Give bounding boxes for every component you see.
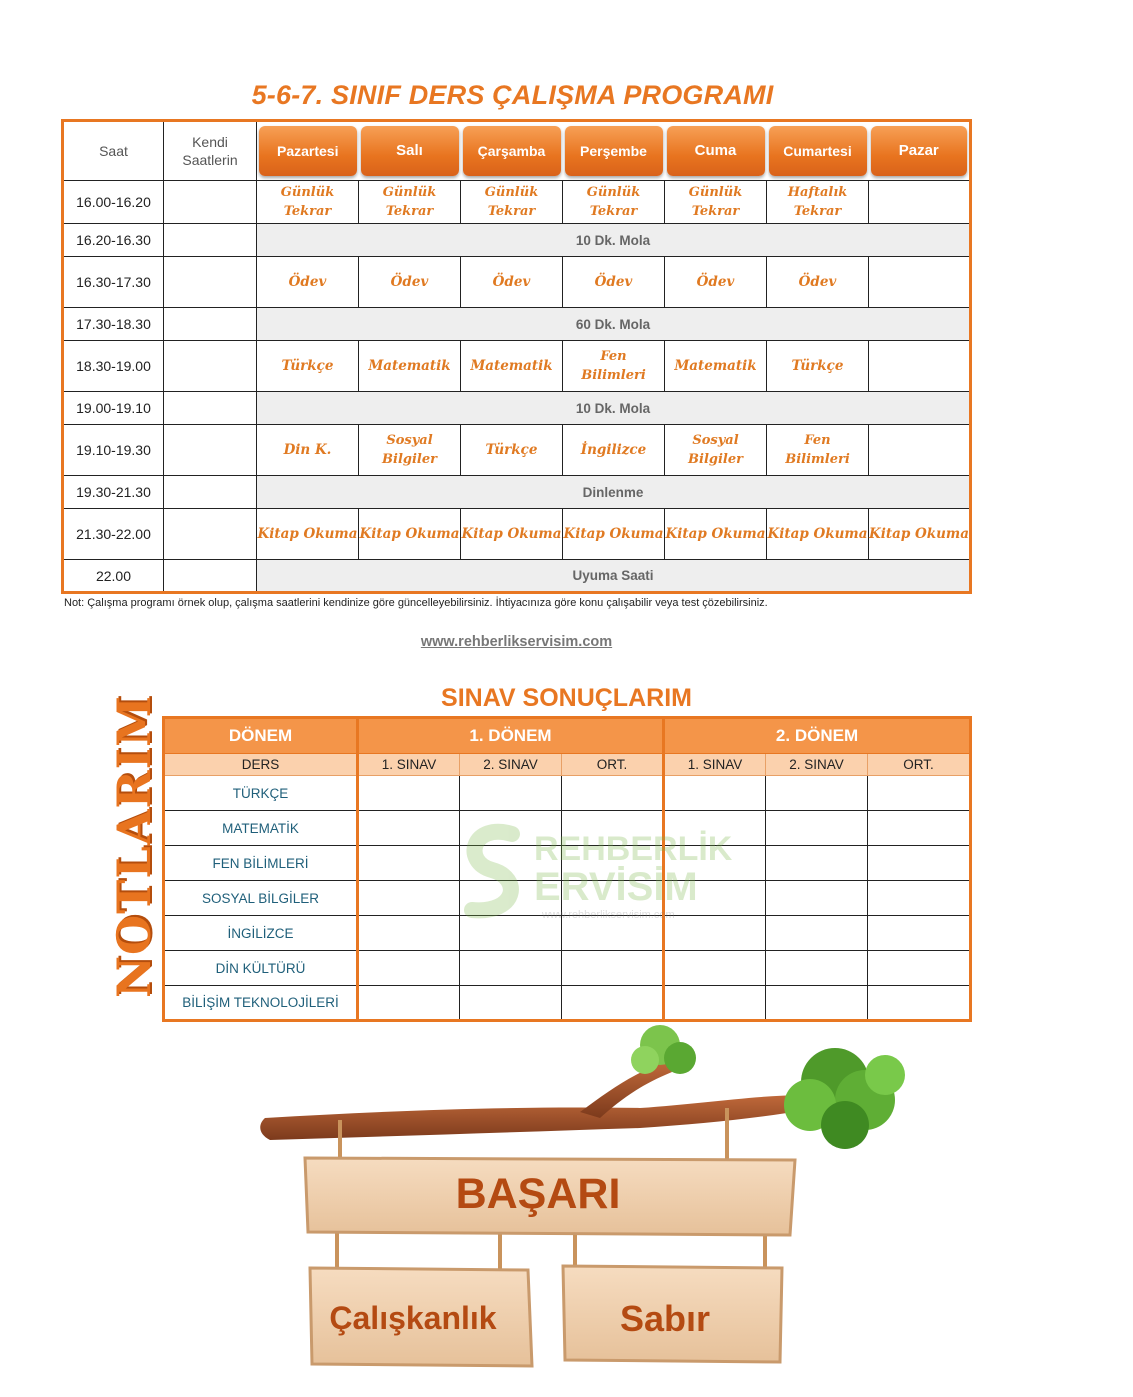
task-line: Bilimleri [581, 368, 646, 383]
exam-row [164, 776, 971, 811]
task-cell [767, 425, 869, 476]
task-line: Kitap Okuma [461, 525, 562, 542]
task-line: Din K. [283, 441, 332, 458]
task-cell [869, 425, 971, 476]
task-line: İngilizce [580, 441, 647, 458]
task-cell [359, 341, 461, 392]
col-own-hours-header [164, 121, 257, 181]
task-cell [257, 425, 359, 476]
exam-sub-header: ORT. [868, 754, 971, 776]
lesson-header: DERS [164, 754, 358, 776]
grade-cell[interactable] [766, 951, 868, 986]
subject-cell: FEN BİLİMLERİ [164, 846, 358, 881]
sign-left-text: Çalışkanlık [329, 1300, 497, 1336]
day-button[interactable]: Cuma [667, 126, 765, 176]
period-header: DÖNEM [164, 718, 358, 754]
task-line: Fen [804, 433, 831, 448]
time-cell: 19.00-19.10 [63, 392, 164, 425]
task-line: Türkçe [485, 441, 538, 458]
task-cell [869, 509, 971, 560]
grade-cell[interactable] [868, 951, 971, 986]
task-line: Kitap Okuma [869, 525, 969, 542]
task-cell [665, 425, 767, 476]
sign-right-text: Sabır [619, 1298, 711, 1339]
task-cell [767, 257, 869, 308]
task-line: Haftalık [787, 185, 848, 200]
task-cell [359, 181, 461, 224]
subject-cell: İNGİLİZCE [164, 916, 358, 951]
grade-cell[interactable] [766, 881, 868, 916]
subject-cell: SOSYAL BİLGİLER [164, 881, 358, 916]
term1-header: 1. DÖNEM [358, 718, 664, 754]
break-cell: 60 Dk. Mola [257, 308, 971, 341]
schedule-header-row [63, 121, 971, 181]
day-header [461, 121, 563, 181]
task-cell [665, 341, 767, 392]
grade-cell[interactable] [664, 776, 766, 811]
task-cell [563, 425, 665, 476]
task-cell [767, 181, 869, 224]
task-line: Bilimleri [785, 452, 850, 467]
task-cell [461, 341, 563, 392]
study-schedule-table [61, 119, 972, 594]
task-line: Ödev [390, 273, 429, 290]
task-line: Matematik [674, 357, 757, 374]
schedule-row [63, 509, 971, 560]
own-hours-cell[interactable] [164, 509, 257, 560]
watermark-s-icon [472, 832, 512, 911]
task-cell [257, 181, 359, 224]
task-cell [359, 425, 461, 476]
task-cell [563, 181, 665, 224]
watermark-line2: ERVİSİM [534, 865, 698, 909]
schedule-body [63, 181, 971, 593]
watermark-logo [442, 822, 733, 922]
exam-row [164, 951, 971, 986]
task-line: Türkçe [281, 357, 334, 374]
task-line: Tekrar [793, 204, 842, 219]
task-line: Günlük [484, 185, 539, 200]
sign-main-text: BAŞARI [455, 1170, 621, 1218]
task-cell [359, 509, 461, 560]
exam-sub-header: 2. SINAV [766, 754, 868, 776]
schedule-row [63, 308, 971, 341]
task-line: Kitap Okuma [767, 525, 868, 542]
task-line: Ödev [594, 273, 633, 290]
task-cell [869, 181, 971, 224]
time-cell: 16.00-16.20 [63, 181, 164, 224]
task-line: Ödev [492, 273, 531, 290]
time-cell: 19.10-19.30 [63, 425, 164, 476]
task-line: Kitap Okuma [563, 525, 664, 542]
own-hours-cell[interactable] [164, 181, 257, 224]
exam-term-header-row [164, 718, 971, 754]
task-line: Matematik [368, 357, 451, 374]
grade-cell[interactable] [460, 776, 562, 811]
task-cell [359, 257, 461, 308]
day-header [869, 121, 971, 181]
own-hours-cell[interactable] [164, 308, 257, 341]
day-header [767, 121, 869, 181]
grade-cell[interactable] [562, 951, 664, 986]
subject-cell: BİLİŞİM TEKNOLOJİLERİ [164, 986, 358, 1021]
task-cell [461, 181, 563, 224]
task-line: Tekrar [385, 204, 434, 219]
time-cell: 19.30-21.30 [63, 476, 164, 509]
task-cell [665, 181, 767, 224]
task-line: Ödev [696, 273, 735, 290]
grade-cell[interactable] [868, 881, 971, 916]
task-line: Günlük [382, 185, 437, 200]
break-cell: Uyuma Saati [257, 560, 971, 593]
page-title: 5-6-7. SINIF DERS ÇALIŞMA PROGRAMI [251, 80, 774, 110]
subject-cell: MATEMATİK [164, 811, 358, 846]
grade-cell[interactable] [868, 776, 971, 811]
task-cell [869, 341, 971, 392]
time-cell: 16.30-17.30 [63, 257, 164, 308]
task-line: Matematik [470, 357, 553, 374]
grade-cell[interactable] [766, 846, 868, 881]
time-cell: 16.20-16.30 [63, 224, 164, 257]
exam-sub-header-row [164, 754, 971, 776]
task-line: Tekrar [691, 204, 740, 219]
schedule-row [63, 181, 971, 224]
schedule-row [63, 341, 971, 392]
own-hours-cell[interactable] [164, 560, 257, 593]
time-cell: 21.30-22.00 [63, 509, 164, 560]
col-time-header: Saat [63, 121, 164, 181]
time-cell: 17.30-18.30 [63, 308, 164, 341]
day-button[interactable]: Çarşamba [463, 126, 561, 176]
day-header [665, 121, 767, 181]
task-line: Tekrar [589, 204, 638, 219]
schedule-row [63, 425, 971, 476]
grade-cell[interactable] [868, 846, 971, 881]
notlarim-vertical-title: NOTLARIM [107, 694, 161, 998]
task-cell [461, 257, 563, 308]
task-cell [461, 509, 563, 560]
own-hours-cell[interactable] [164, 476, 257, 509]
watermark-url: www.rehberlikservisim.com [542, 909, 675, 921]
task-line: Kitap Okuma [359, 525, 460, 542]
task-line: Bilgiler [382, 452, 437, 467]
task-cell [257, 257, 359, 308]
task-line: Türkçe [791, 357, 844, 374]
task-line: Kitap Okuma [665, 525, 766, 542]
schedule-row [63, 392, 971, 425]
schedule-note: Not: Çalışma programı örnek olup, çalışma saatlerini kendinize göre güncelleyebilirsiniz. İhtiyacınıza göre konu çalışabilir veya test çözebilirsiniz. [64, 597, 768, 609]
grade-cell[interactable] [664, 951, 766, 986]
task-line: Günlük [688, 185, 743, 200]
col-own-line1: Kendi [192, 134, 228, 150]
task-cell [869, 257, 971, 308]
task-line: Günlük [280, 185, 335, 200]
grade-cell[interactable] [766, 916, 868, 951]
grade-cell[interactable] [358, 951, 460, 986]
break-cell: 10 Dk. Mola [257, 224, 971, 257]
schedule-row [63, 476, 971, 509]
task-cell [461, 425, 563, 476]
exam-results-title: SINAV SONUÇLARIM [441, 684, 692, 712]
break-cell: 10 Dk. Mola [257, 392, 971, 425]
exam-sub-header: 1. SINAV [664, 754, 766, 776]
schedule-row [63, 560, 971, 593]
grade-cell[interactable] [766, 811, 868, 846]
task-line: Fen [600, 349, 627, 364]
own-hours-cell[interactable] [164, 257, 257, 308]
task-line: Sosyal [386, 433, 433, 448]
task-cell [767, 509, 869, 560]
term2-header: 2. DÖNEM [664, 718, 971, 754]
task-cell [563, 509, 665, 560]
task-cell [665, 509, 767, 560]
exam-sub-header: ORT. [562, 754, 664, 776]
break-cell: Dinlenme [257, 476, 971, 509]
task-line: Tekrar [283, 204, 332, 219]
own-hours-cell[interactable] [164, 425, 257, 476]
task-line: Kitap Okuma [257, 525, 358, 542]
day-header [359, 121, 461, 181]
task-line: Ödev [798, 273, 837, 290]
grade-cell[interactable] [358, 776, 460, 811]
day-header [257, 121, 359, 181]
subject-cell: TÜRKÇE [164, 776, 358, 811]
own-hours-cell[interactable] [164, 341, 257, 392]
day-button[interactable]: Pazartesi [259, 126, 357, 176]
exam-sub-header: 2. SINAV [460, 754, 562, 776]
day-button[interactable]: Perşembe [565, 126, 663, 176]
task-cell [563, 257, 665, 308]
task-line: Günlük [586, 185, 641, 200]
task-line: Tekrar [487, 204, 536, 219]
website-link[interactable]: www.rehberlikservisim.com [420, 634, 613, 650]
grade-cell[interactable] [868, 916, 971, 951]
grade-cell[interactable] [766, 776, 868, 811]
task-cell [257, 509, 359, 560]
time-cell: 22.00 [63, 560, 164, 593]
task-line: Ödev [288, 273, 327, 290]
subject-cell: DİN KÜLTÜRÜ [164, 951, 358, 986]
grade-cell[interactable] [868, 811, 971, 846]
task-cell [665, 257, 767, 308]
leaves-right-icon [784, 1048, 905, 1149]
exam-sub-header: 1. SINAV [358, 754, 460, 776]
schedule-row [63, 224, 971, 257]
task-line: Sosyal [692, 433, 739, 448]
own-hours-cell[interactable] [164, 392, 257, 425]
own-hours-cell[interactable] [164, 224, 257, 257]
time-cell: 18.30-19.00 [63, 341, 164, 392]
task-cell [767, 341, 869, 392]
task-cell [563, 341, 665, 392]
watermark-line1: REHBERLİK [534, 830, 733, 868]
grade-cell[interactable] [460, 951, 562, 986]
task-cell [257, 341, 359, 392]
day-button[interactable]: Pazar [871, 126, 968, 176]
day-button[interactable]: Cumartesi [769, 126, 867, 176]
task-line: Bilgiler [688, 452, 743, 467]
day-header [563, 121, 665, 181]
day-button[interactable]: Salı [361, 126, 459, 176]
schedule-row [63, 257, 971, 308]
grade-cell[interactable] [562, 776, 664, 811]
col-own-line2: Saatlerin [182, 152, 238, 168]
